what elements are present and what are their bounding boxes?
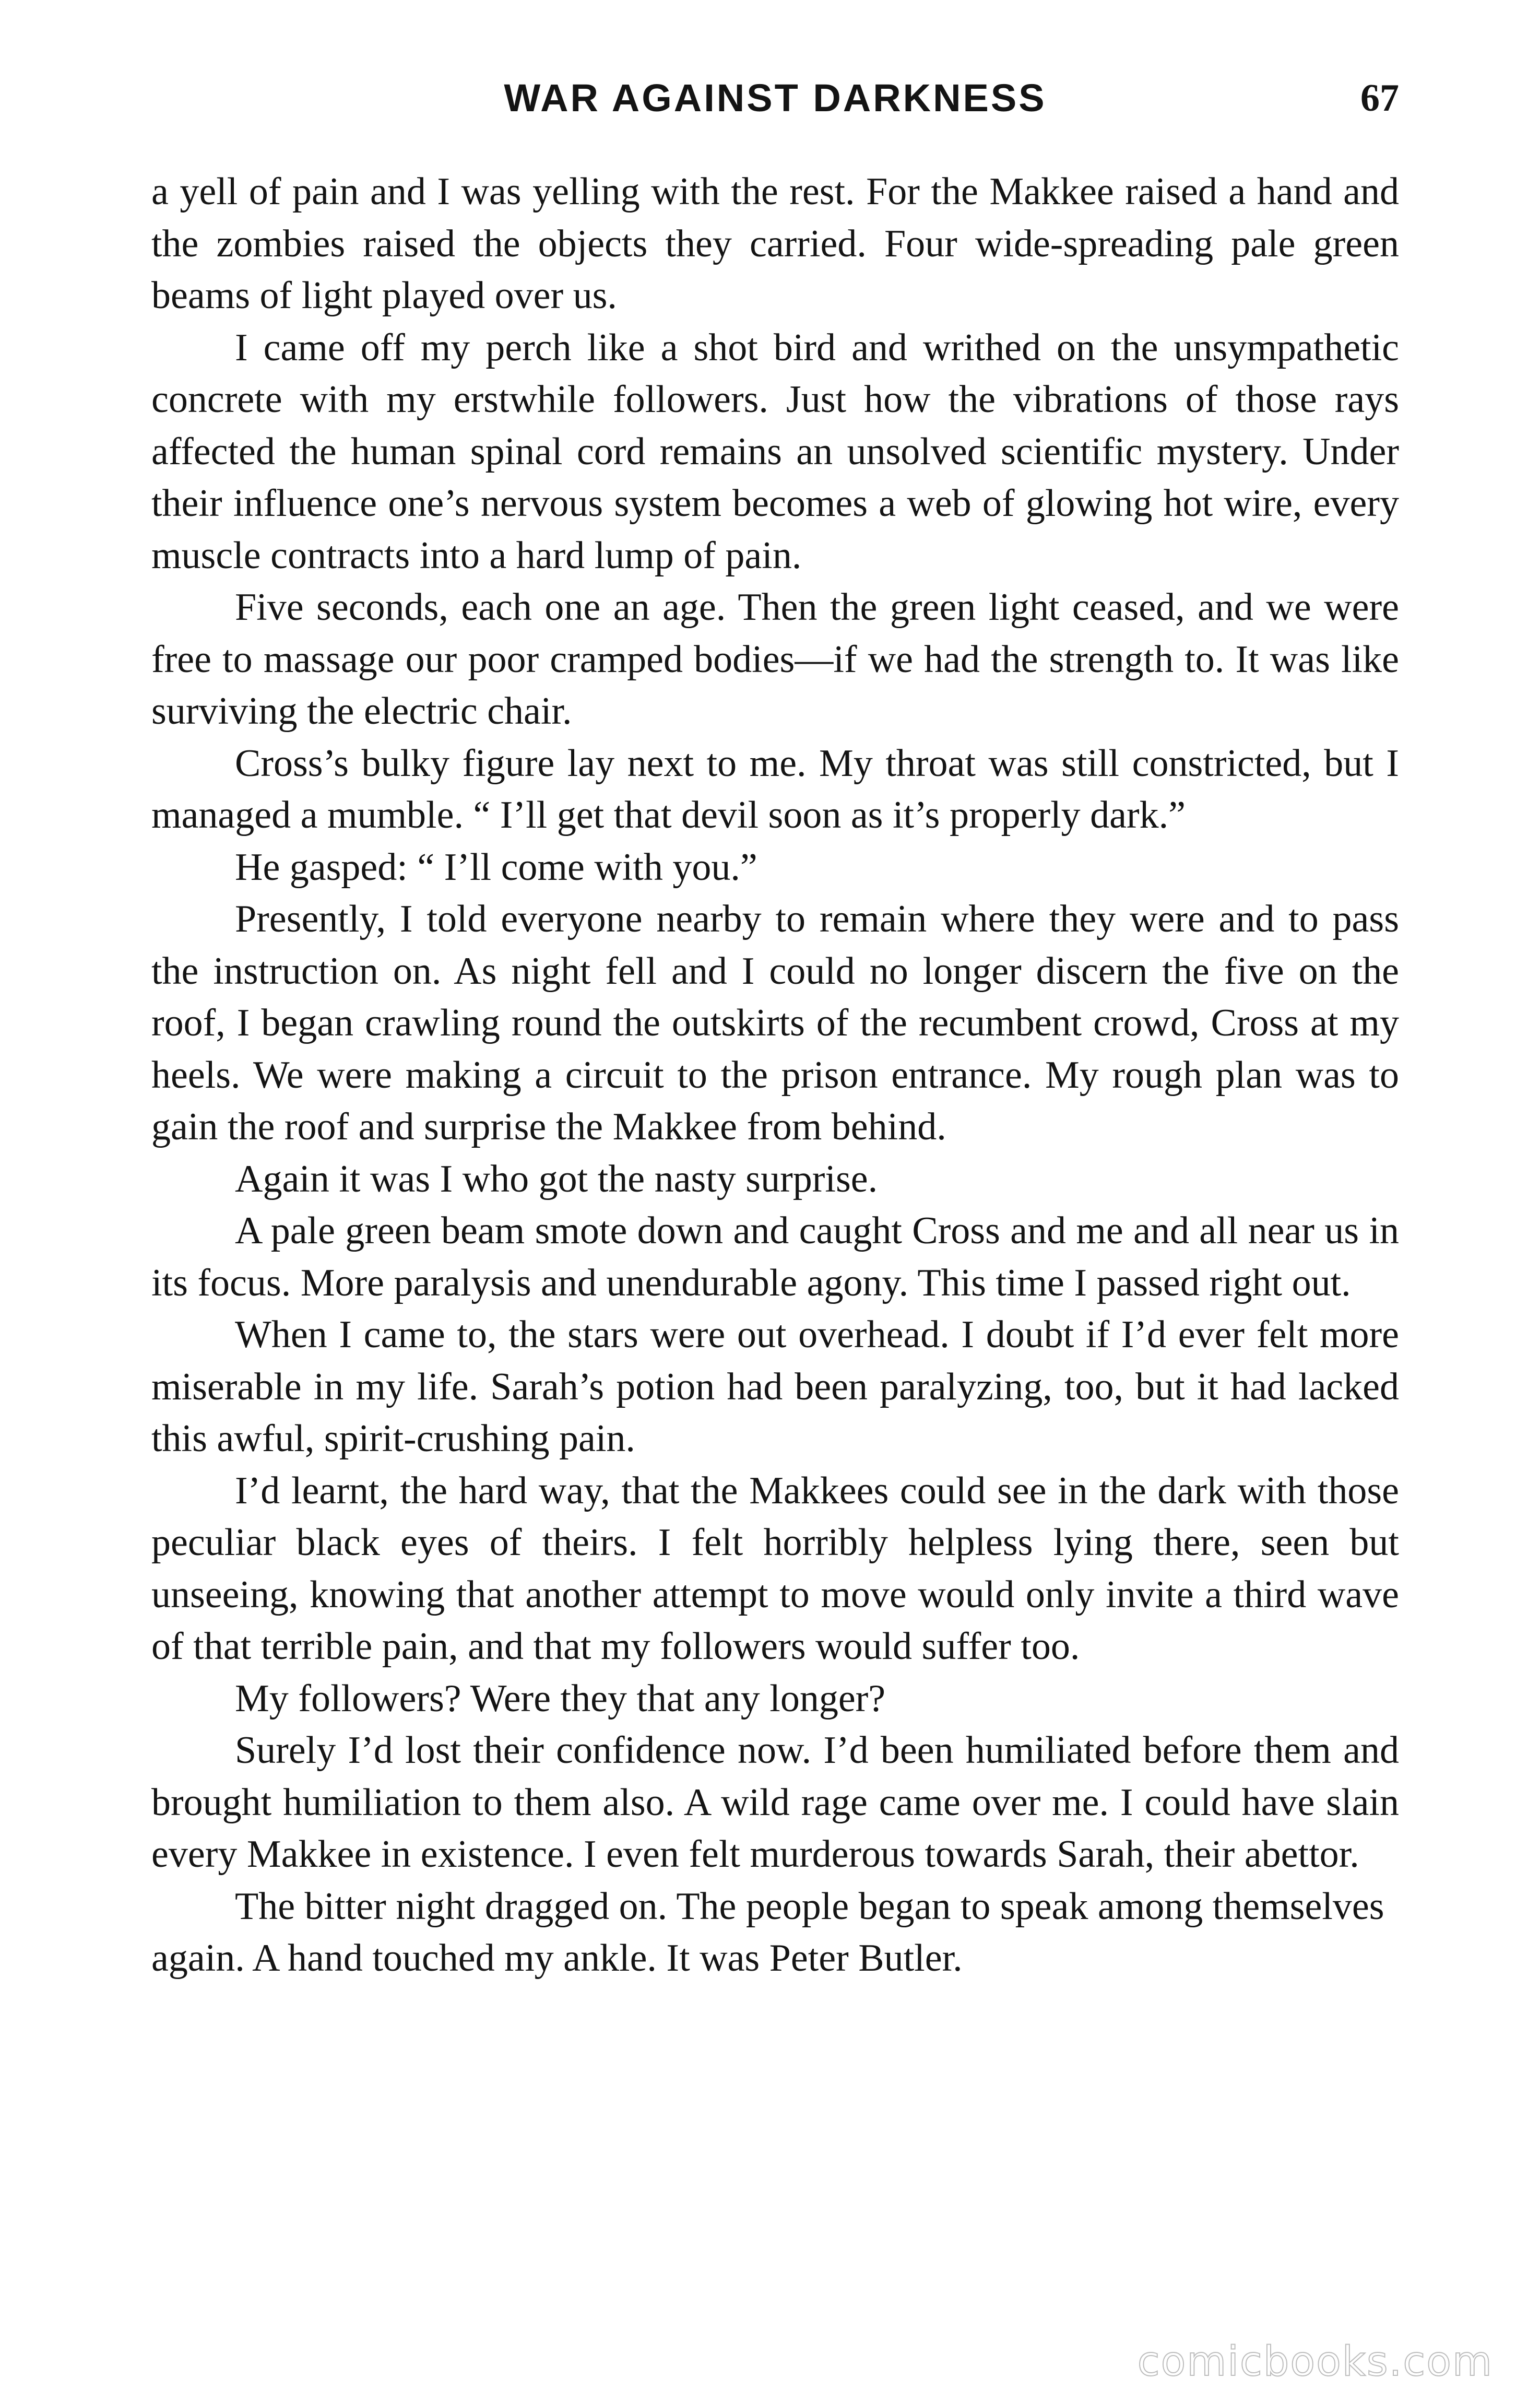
paragraph-12: Surely I’d lost their confidence now. I’d been humiliated before them and brought humiliation to them also. A wild rage came over me. I could have slain every Makkee in existence. I even felt murderous towards Sarah, their abettor. — [151, 1729, 1399, 1876]
paragraph-4: Cross’s bulky figure lay next to me. My throat was still constricted, but I managed a mumble. “ I’ll get that devil soon as it’s properly dark.” — [151, 741, 1399, 837]
paragraph-7: Again it was I who got the nasty surprise. — [235, 1157, 878, 1200]
paragraph-11: My followers? Were they that any longer? — [235, 1677, 886, 1720]
chapter-title: WAR AGAINST DARKNESS — [504, 76, 1047, 120]
paragraph-13: The bitter night dragged on. The people began to speak among themselves again. A hand touched my ankle. It was Peter Butler. — [151, 1885, 1384, 1980]
paragraph-6: Presently, I told everyone nearby to remain where they were and to pass the instruction on. As night fell and I could no longer discern the five on the roof, I began crawling round the outskirts of the recumbent crowd, Cross at my heels. We were making a circuit to the prison entrance. My rough plan was to gain the roof and surprise the Makkee from behind. — [151, 898, 1399, 1148]
paragraph-8: A pale green beam smote down and caught Cross and me and all near us in its focus. More paralysis and unendurable agony. This time I passed right out. — [151, 1209, 1399, 1304]
paragraph-9: When I came to, the stars were out overhead. I doubt if I’d ever felt more miserable in my life. Sarah’s potion had been paralyzing, too, but it had lacked this awful, spirit-crushing pain. — [151, 1313, 1399, 1460]
paragraph-5: He gasped: “ I’ll come with you.” — [235, 845, 757, 889]
paragraph-1: a yell of pain and I was yelling with the rest. For the Makkee raised a hand and the zombies raised the objects they carried. Four wide-spreading pale green beams of light played over us. — [151, 170, 1399, 317]
paragraph-2: I came off my perch like a shot bird and writhed on the unsympathetic concrete with my erstwhile followers. Just how the vibrations of those rays affected the human spinal cord remains an unsolved scientific mystery. Under their influence one’s nervous system becomes a web of glowing hot wire, every muscle contracts into a hard lump of pain. — [151, 326, 1399, 577]
running-head — [151, 72, 1399, 135]
paragraph-10: I’d learnt, the hard way, that the Makkees could see in the dark with those peculiar black eyes of theirs. I felt horribly helpless lying there, seen but unseeing, knowing that another attempt to move would only invite a third wave of that terrible pain, and that my followers would suffer too. — [151, 1469, 1399, 1668]
watermark: comicbooks.com — [1137, 2338, 1493, 2385]
body-text — [151, 166, 1399, 1985]
paragraph-3: Five seconds, each one an age. Then the green light ceased, and we were free to massage our poor cramped bodies—if we had the strength to. It was like surviving the electric chair. — [151, 586, 1399, 733]
page-number: 67 — [1360, 77, 1399, 120]
